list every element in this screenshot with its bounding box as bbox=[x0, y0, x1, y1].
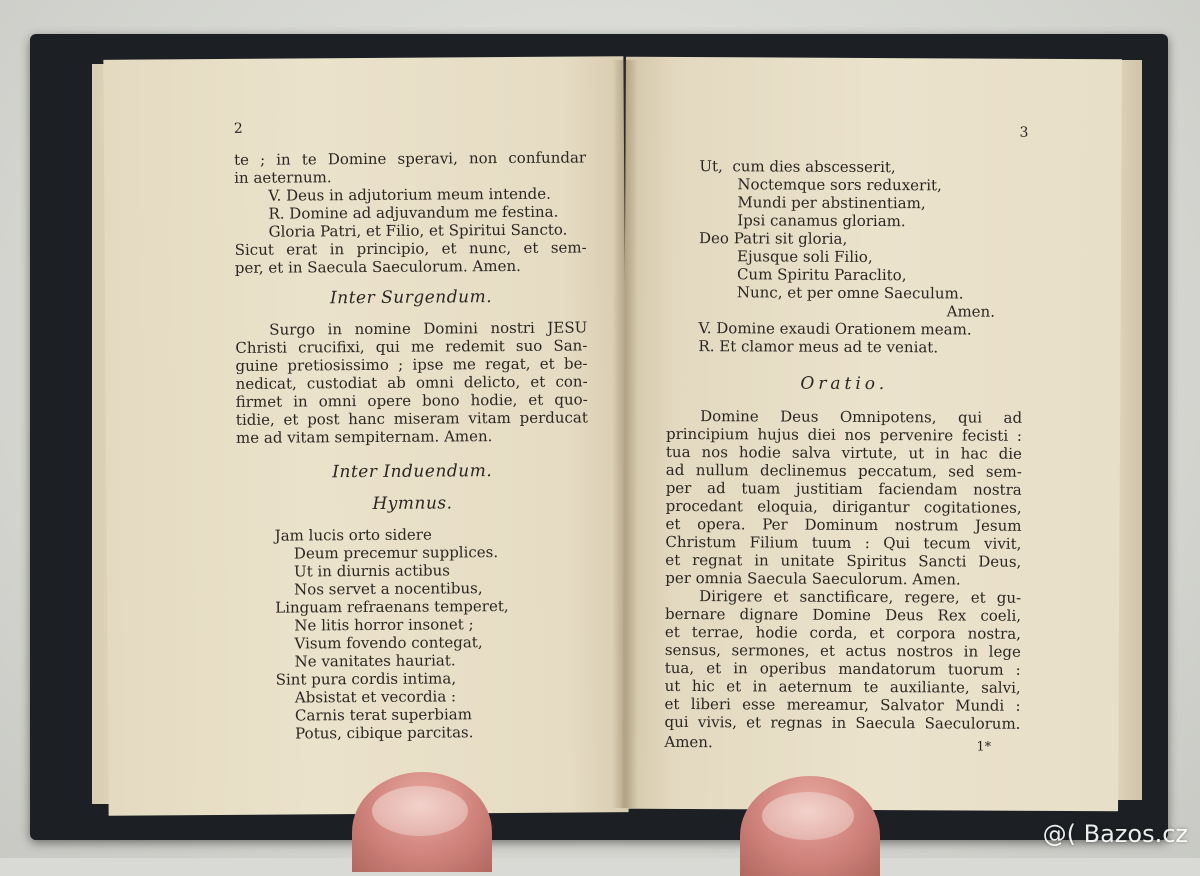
right-page bbox=[622, 57, 1122, 812]
hymn-line: Absistat et vecordia : bbox=[275, 687, 457, 707]
section-heading-inter-surgendum: Inter Surgendum. bbox=[329, 287, 493, 309]
text-line: tua nos hodie salva virtute, ut in hac die bbox=[665, 442, 1022, 463]
text-line: per omnia Saecula Saeculorum. Amen. bbox=[665, 568, 961, 589]
hymn-line: Ne litis horror insonet ; bbox=[275, 615, 474, 635]
section-heading-hymnus: Hymnus. bbox=[372, 493, 453, 514]
amen-line: Amen. bbox=[946, 302, 996, 321]
hymn-line: Carnis terat superbiam bbox=[275, 705, 472, 725]
text-line: firmet in omni opere bono hodie, et quo- bbox=[235, 390, 588, 411]
text-line: Christum Filium tuum : Qui tecum vivit, bbox=[665, 532, 1022, 553]
text-line: te ; in te Domine speravi, non confundar bbox=[234, 148, 587, 169]
hymn-line: Mundi per abstinentiam, bbox=[699, 193, 926, 213]
versicle-line: V. Deus in adjutorium meum intende. bbox=[268, 184, 551, 205]
text-line: sensus, sermones, et actus nostros in lege bbox=[664, 640, 1021, 661]
hymn-line: Nos servet a nocentibus, bbox=[275, 579, 483, 599]
signature-mark: 1* bbox=[976, 739, 992, 755]
book-gutter bbox=[612, 60, 638, 808]
hymn-line: Linguam refraenans temperet, bbox=[275, 597, 509, 617]
text-line: et opera. Per Dominum nostrum Jesum bbox=[665, 514, 1022, 535]
hymn-line: Nunc, et per omne Saeculum. bbox=[698, 283, 964, 303]
hymn-line: Ne vanitates hauriat. bbox=[275, 651, 456, 671]
hymn-line: Jam lucis orto sidere bbox=[274, 525, 432, 545]
text-line: principium hujus diei nos pervenire fecisti : bbox=[665, 424, 1023, 445]
response-line: R. Domine ad adjuvandum me festina. bbox=[268, 202, 559, 223]
text-line: nedicat, custodiat ab omni delicto, et con- bbox=[235, 372, 588, 393]
text-line: guine pretiosissimo ; ipse me regat, et be- bbox=[235, 354, 588, 375]
hymn-line: Noctemque sors reduxerit, bbox=[699, 175, 942, 195]
hymn-line: Cum Spiritu Paraclito, bbox=[698, 265, 907, 285]
text-line: tua, et in operibus mandatorum tuorum : bbox=[664, 658, 1021, 679]
section-heading-oratio: Oratio. bbox=[800, 373, 889, 395]
hymn-line: Ejusque soli Filio, bbox=[698, 247, 873, 267]
paragraph-first-line: Surgo in nomine Domini nostri JESU bbox=[269, 318, 588, 339]
hymn-line: Deo Patri sit gloria, bbox=[698, 229, 848, 248]
section-heading-inter-induendum: Inter Induendum. bbox=[332, 461, 493, 483]
watermark-logo: @( Bazos.cz bbox=[1042, 820, 1188, 848]
text-line: et regnat in unitate Spiritus Sancti Deus, bbox=[665, 550, 1022, 571]
text-line: qui vivis, et regnas in Saecula Saeculorum. bbox=[664, 712, 1021, 733]
text-line: Sicut erat in principio, et nunc, et sem- bbox=[234, 238, 587, 259]
paragraph-first-line: Domine Deus Omnipotens, qui ad bbox=[700, 407, 1023, 427]
hymn-line: Potus, cibique parcitas. bbox=[276, 723, 474, 743]
response-line: R. Et clamor meus ad te veniat. bbox=[698, 337, 939, 357]
text-line: et liberi esse mereamur, Salvator Mundi : bbox=[664, 694, 1021, 715]
text-line: Gloria Patri, et Filio, et Spiritui Sancto. bbox=[268, 220, 568, 241]
text-line: in aeternum. bbox=[234, 168, 332, 187]
page-number-left: 2 bbox=[233, 120, 243, 137]
hymn-line: Ut in diurnis actibus bbox=[274, 561, 451, 581]
text-line: et terrae, hodie corda, et corpora nostra, bbox=[664, 622, 1022, 643]
versicle-line: V. Domine exaudi Orationem meam. bbox=[698, 319, 972, 339]
text-line: per ad tuam justitiam faciendam nostra bbox=[665, 478, 1022, 499]
left-thumbnail bbox=[372, 786, 468, 836]
text-line: procedant eloquia, dirigantur cogitationes, bbox=[665, 496, 1022, 517]
text-line: per, et in Saecula Saeculorum. Amen. bbox=[234, 256, 521, 277]
text-line: Christi crucifixi, qui me redemit suo San- bbox=[235, 336, 588, 357]
text-line: ut hic et in aeternum te auxiliante, salvi, bbox=[664, 676, 1021, 697]
text-line: bernare dignare Domine Deus Rex coeli, bbox=[665, 604, 1022, 625]
hymn-line: Visum fovendo contegat, bbox=[275, 633, 483, 653]
paragraph-first-line: Dirigere et sanctificare, regere, et gu- bbox=[699, 587, 1022, 607]
amen-line: Amen. bbox=[664, 732, 713, 752]
text-line: me ad vitam sempiternam. Amen. bbox=[235, 427, 493, 447]
text-line: tidie, et post hanc miseram vitam perducat bbox=[235, 408, 588, 429]
text-line: ad nullum declinemus peccatum, sed sem- bbox=[665, 460, 1022, 481]
hymn-line: Ut, cum dies abscesserit, bbox=[699, 157, 896, 177]
hymn-line: Sint pura cordis intima, bbox=[275, 669, 457, 689]
left-page bbox=[103, 56, 628, 816]
hymn-line: Deum precemur supplices. bbox=[274, 543, 499, 563]
page-number-right: 3 bbox=[1019, 124, 1029, 141]
right-thumbnail bbox=[762, 792, 854, 840]
hymn-line: Ipsi canamus gloriam. bbox=[699, 211, 906, 231]
